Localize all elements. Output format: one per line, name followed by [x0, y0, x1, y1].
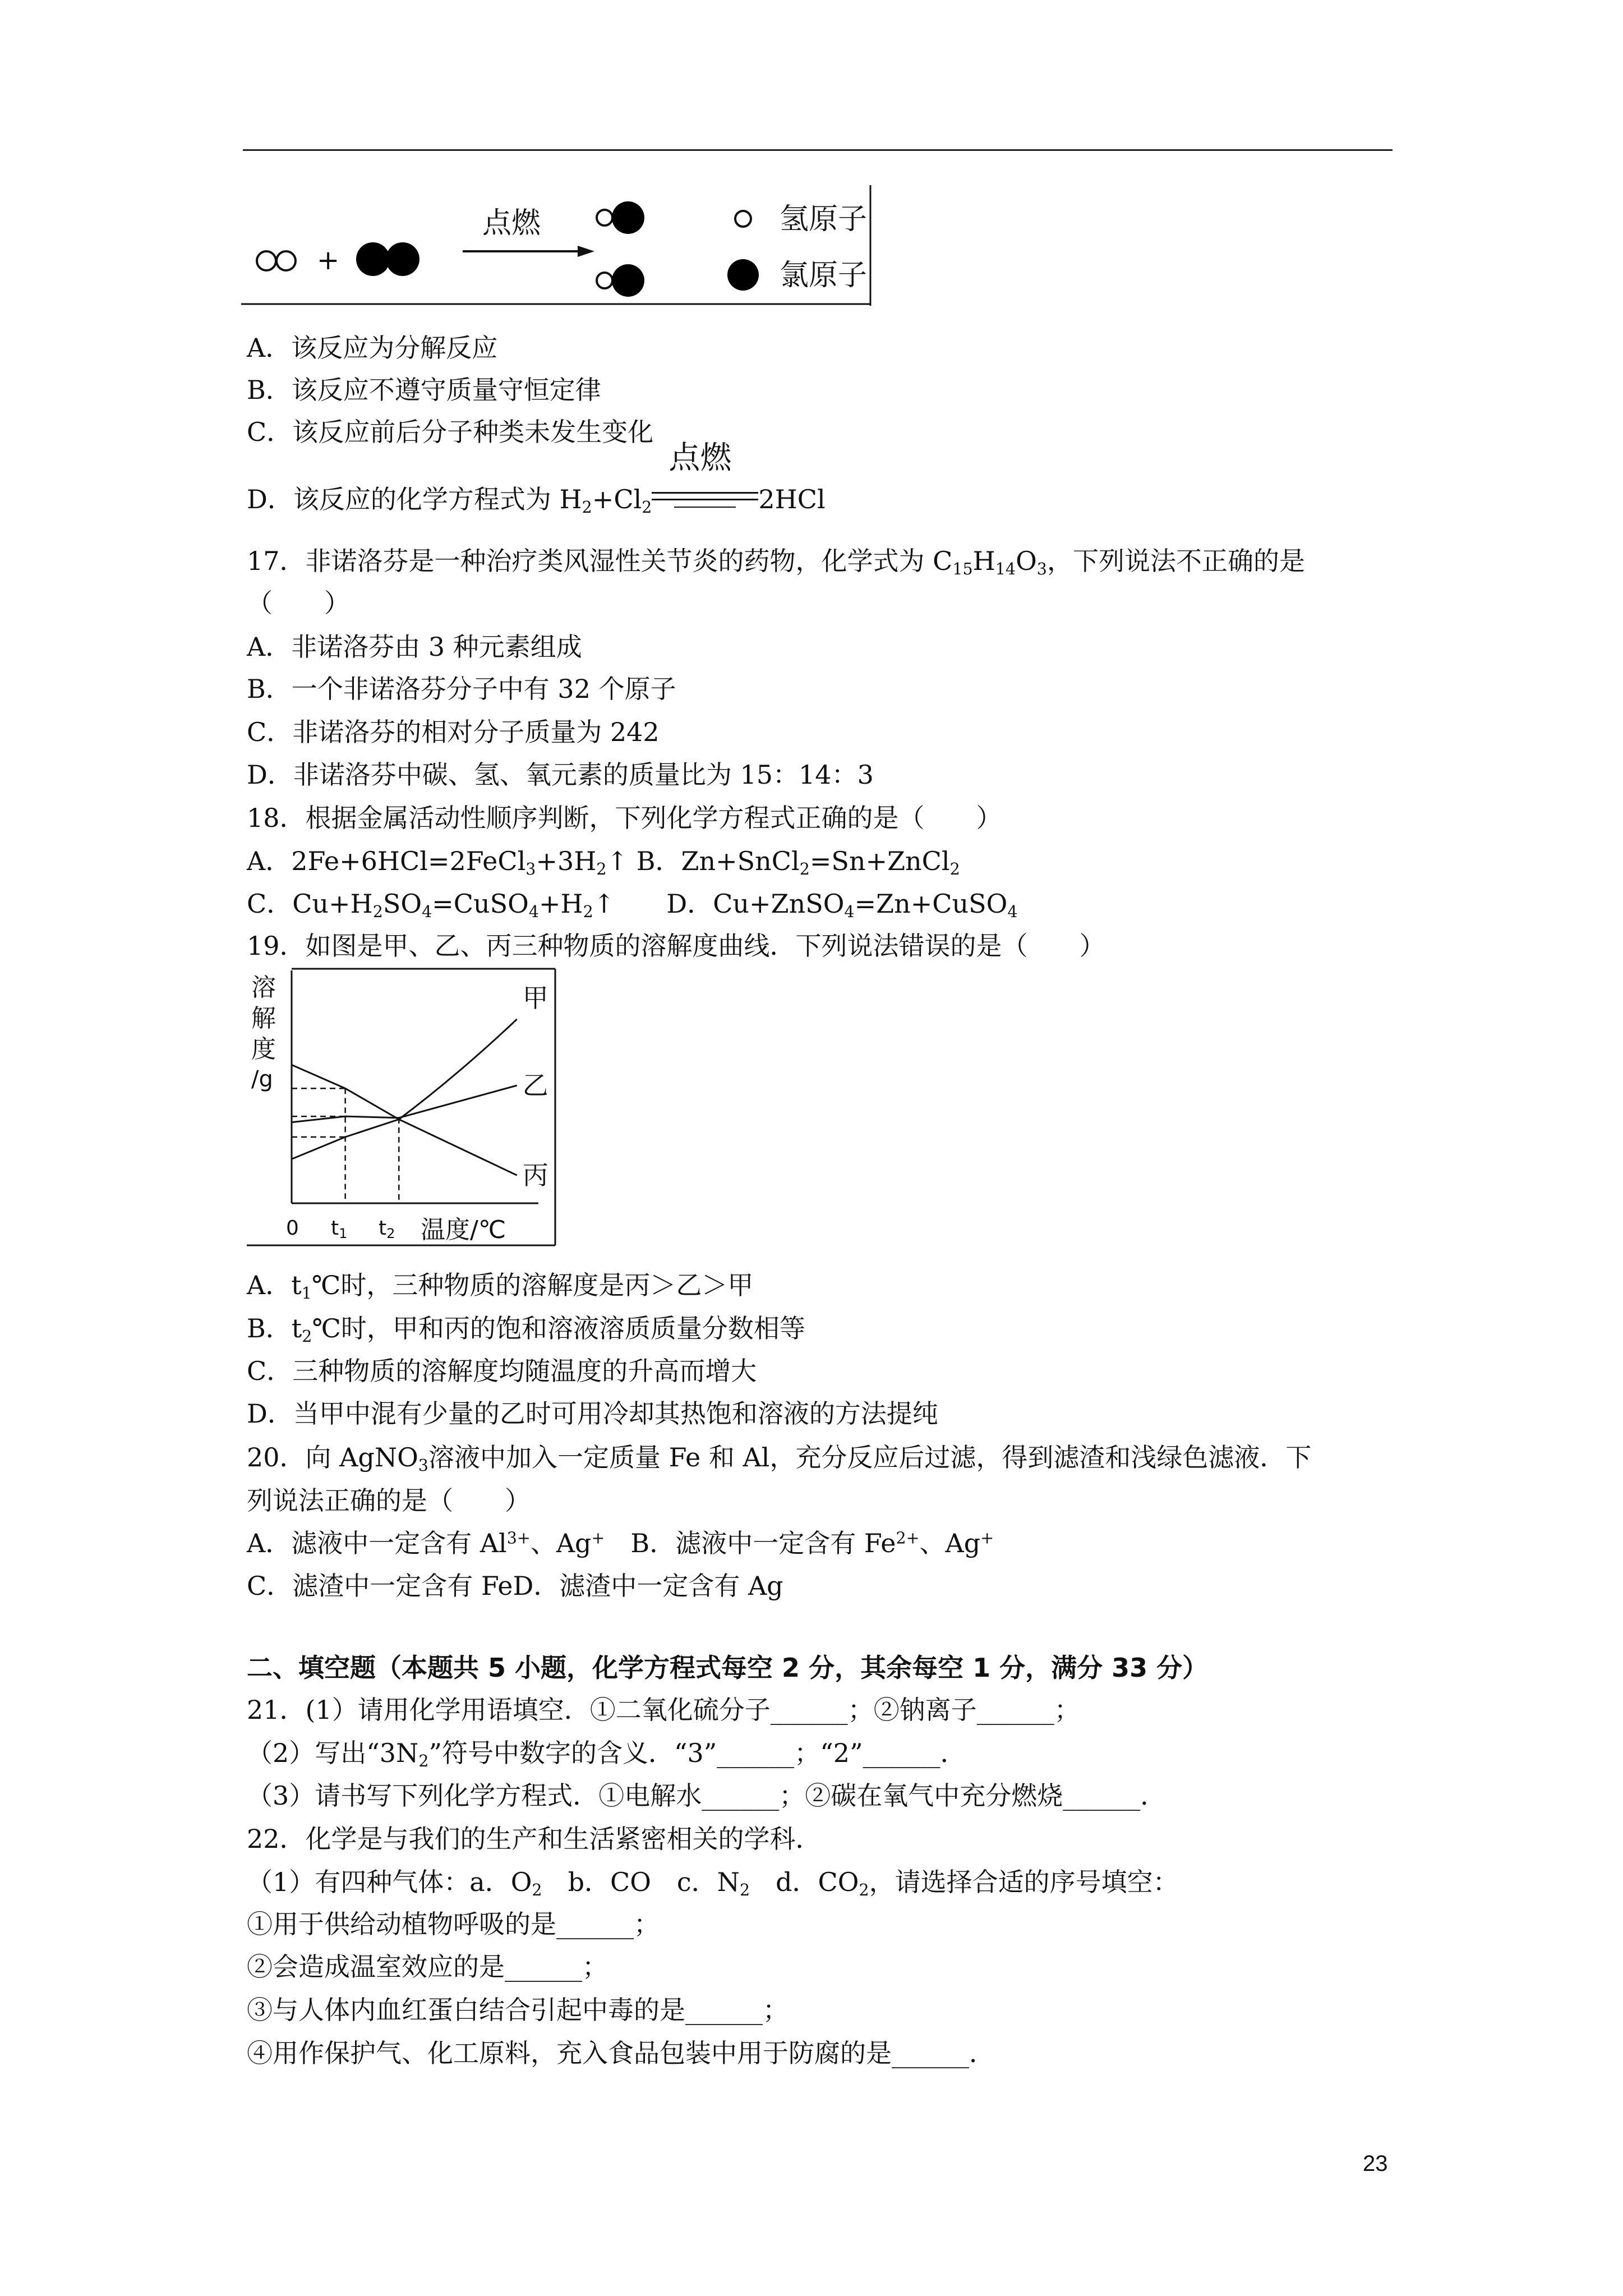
series-line-0	[292, 1019, 517, 1159]
q21-line2: （2）写出“$3N_2$”符号中数字的含义．“3”______；“2”______．	[247, 1738, 966, 1770]
legend-h-label: 氢原子	[780, 203, 868, 236]
cl-atom	[612, 264, 644, 297]
q21-line3: （3）请书写下列化学方程式．①电解水______；②碳在氧气中充分燃烧______．	[247, 1780, 1166, 1811]
h-atom	[597, 273, 612, 288]
q20-options-cd: C．滤渣中一定含有 FeD．滤渣中一定含有 Ag	[247, 1571, 783, 1601]
q22-stem: 22．化学是与我们的生产和生活紧密相关的学科．	[247, 1824, 822, 1854]
q16-option-c: C．该反应前后分子种类未发生变化	[247, 417, 654, 447]
q20-stem: 20．向 AgNO$_3$溶液中加入一定质量 Fe 和 Al，充分反应后过滤，得到滤渣和浅绿色滤液．下	[247, 1442, 1312, 1475]
x-tick-label-t2: t2	[379, 1217, 395, 1241]
cl-atom	[386, 242, 419, 276]
series-label-2: 丙	[522, 1160, 548, 1191]
q22-line1: （1）有四种气体：a．$O_2$ b．CO c．$N_2$ d．$CO_2$，请选择合适的序号填空：	[247, 1867, 1179, 1899]
plus-sign: +	[317, 245, 340, 276]
solubility-chart	[247, 968, 561, 1248]
q16-option-d: D．该反应的化学方程式为 $H_2+Cl_2$ 点燃 2HCl	[247, 440, 826, 517]
q19-option-d: D．当甲中混有少量的乙时可用冷却其热饱和溶液的方法提纯	[247, 1398, 938, 1429]
cl-atom	[356, 242, 390, 276]
q19-option-a: A．$t_1℃$时，三种物质的溶解度是丙＞乙＞甲	[247, 1270, 754, 1303]
equation-condition: 点燃	[652, 487, 758, 516]
legend-h-icon	[735, 211, 751, 227]
legend-cl-label: 氯原子	[780, 259, 868, 292]
condition-label: 点燃	[482, 206, 541, 240]
q19-option-b: B．$t_2℃$时，甲和丙的饱和溶液溶质质量分数相等	[247, 1313, 805, 1346]
x-tick-label-0: 0	[286, 1217, 299, 1240]
series-label-1: 乙	[522, 1070, 548, 1101]
q19-option-c: C．三种物质的溶解度均随温度的升高而增大	[247, 1356, 757, 1386]
q17-option-d: D．非诺洛芬中碳、氢、氧元素的质量比为 15：14：3	[247, 760, 874, 790]
series-line-2	[292, 1065, 517, 1175]
q17-stem: 17．非诺洛芬是一种治疗类风湿性关节炎的药物，化学式为 $C_{15}H_{14}O_3$，下列说法不正确的是	[247, 546, 1305, 578]
q22-item-1: ①用于供给动植物呼吸的是______；	[247, 1909, 660, 1939]
legend-cl-icon	[727, 259, 759, 291]
q16-option-b: B．该反应不遵守质量守恒定律	[247, 375, 601, 405]
q22-item-3: ③与人体内血红蛋白结合引起中毒的是______；	[247, 1995, 789, 2025]
ylabel-char: 解	[251, 1004, 276, 1033]
series-label-0: 甲	[522, 982, 548, 1013]
q20-options-ab: A．滤液中一定含有 $Al^{3+}$、Ag+ B．滤液中一定含有 $Fe^{2+}$、Ag+	[247, 1528, 994, 1558]
ylabel-char: 溶	[251, 973, 276, 1002]
arrow-head	[578, 246, 594, 257]
reaction-diagram	[241, 185, 914, 309]
q22-item-4: ④用作保护气、化工原料，充入食品包装中用于防腐的是______．	[247, 2038, 995, 2068]
header-rule	[243, 149, 1393, 151]
q19-stem: 19．如图是甲、乙、丙三种物质的溶解度曲线．下列说法错误的是（ ）	[247, 931, 1105, 961]
cl-atom	[612, 201, 644, 234]
q20-stem-line2: 列说法正确的是（ ）	[247, 1485, 531, 1516]
q16-option-a: A．该反应为分解反应	[247, 333, 498, 363]
q21-line1: 21．(1）请用化学用语填空．①二氧化硫分子______；②钠离子______；	[247, 1695, 1080, 1725]
q18-options-ab: A．$2Fe+6HCl=2FeCl_3+3H_2↑$ B．Zn+SnCl$_2$=Sn+ZnCl$_2$	[247, 846, 960, 878]
q17-option-b: B．一个非诺洛芬分子中有 32 个原子	[247, 674, 676, 704]
h-atom	[276, 251, 296, 270]
h-atom	[257, 251, 276, 270]
x-tick-label-t1: t1	[331, 1217, 348, 1241]
q17-option-c: C．非诺洛芬的相对分子质量为 242	[247, 717, 660, 747]
x-axis-label: 温度/℃	[421, 1216, 506, 1244]
page-number: 23	[1363, 2151, 1388, 2176]
q18-options-cd: C．$Cu+H_2SO_4=CuSO_4+H_2↑$ D．Cu+ZnSO$_4$=Zn+CuSO$_4$	[247, 889, 1018, 921]
q18-stem: 18．根据金属活动性顺序判断，下列化学方程式正确的是（ ）	[247, 803, 1002, 833]
ylabel-char: /g	[251, 1066, 273, 1092]
section-heading: 二、填空题（本题共 5 小题，化学方程式每空 2 分，其余每空 1 分，满分 33 分）	[247, 1653, 1209, 1683]
q17-option-a: A．非诺洛芬由 3 种元素组成	[247, 632, 582, 662]
q22-item-2: ②会造成温室效应的是______；	[247, 1952, 608, 1982]
ylabel-char: 度	[251, 1035, 276, 1064]
q17-paren: （ ）	[247, 588, 350, 618]
h-atom	[597, 210, 612, 226]
